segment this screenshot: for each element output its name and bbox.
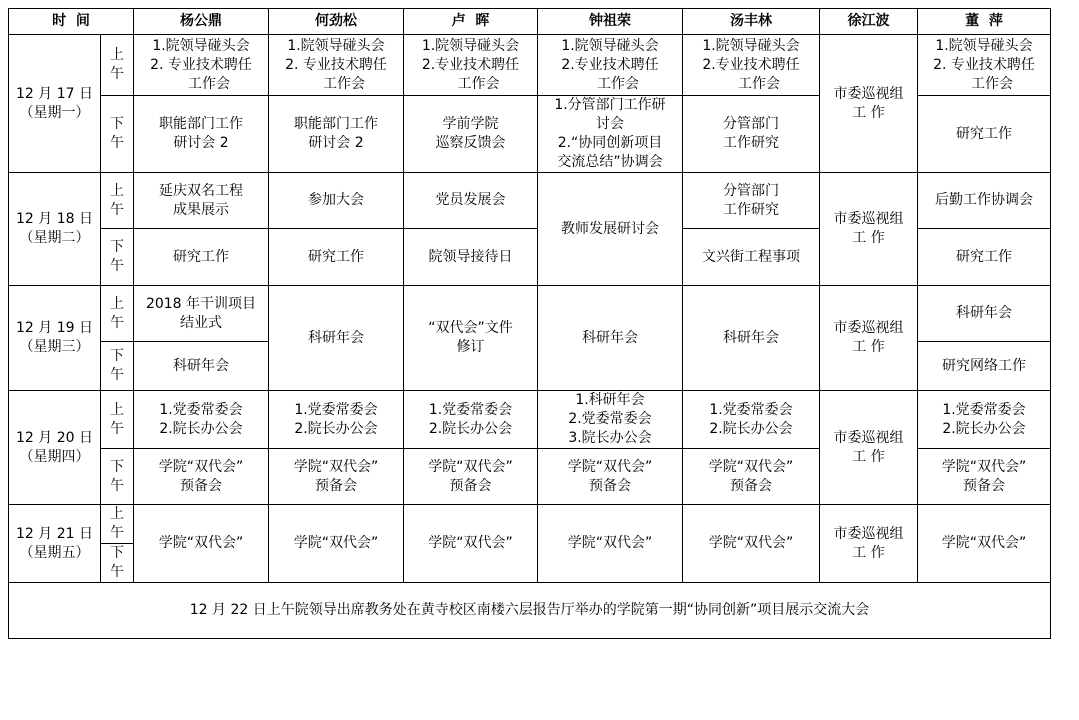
item-line: 工作会 (738, 75, 780, 92)
date-cell (9, 391, 101, 505)
item-line: 2.院长办公会 (428, 420, 513, 437)
cell-dong-day1-pm (918, 96, 1051, 173)
item-line: 学院“双代会” (708, 458, 794, 475)
item-line: 2. 专业技术聘任 (933, 56, 1035, 73)
half-am (101, 505, 134, 544)
item-line: 研讨会 2 (173, 135, 229, 151)
item-line: 分管部门 (723, 116, 779, 132)
cell-he-day3 (269, 286, 404, 391)
date-text: 12 月 19 日 (16, 320, 93, 336)
cell-yang-day4-pm (134, 449, 269, 505)
date-text: 12 月 18 日 (16, 211, 93, 227)
item-line: 工 作 (852, 230, 885, 246)
cell-tang-day2-pm (683, 229, 820, 286)
half-char: 上 (110, 506, 124, 522)
row-footer (9, 583, 1051, 639)
item-line: 成果展示 (173, 201, 229, 218)
half-pm (101, 96, 134, 173)
weekday-text: （星期二） (19, 230, 90, 246)
cell-he-day1-am (269, 35, 404, 96)
item-line: 工作会 (971, 75, 1013, 92)
date-cell (9, 35, 101, 173)
half-char: 午 (110, 258, 124, 274)
cell-yang-day2-am (134, 173, 269, 229)
cell-tang-day4-pm (683, 449, 820, 505)
item-line: 2.院长办公会 (294, 420, 378, 437)
row-day2-am (9, 173, 1051, 229)
item-line: 2. 专业技术聘任 (150, 56, 252, 73)
item-line: 科研年会 (582, 329, 638, 346)
item-line: 2.院长办公会 (709, 420, 793, 437)
header-person: 汤丰林 (683, 9, 820, 35)
item-line: 文兴街工程事项 (702, 248, 800, 265)
cell-dong-day2-am (918, 173, 1051, 229)
item-line: 市委巡视组 (833, 85, 904, 102)
cell-yang-day5 (134, 505, 269, 583)
item-line: 研究工作 (956, 125, 1012, 142)
item-line: 交流总结”协调会 (557, 154, 663, 170)
half-am (101, 286, 134, 342)
weekday-text: （星期一） (19, 104, 90, 121)
date-text: 12 月 17 日 (16, 85, 93, 102)
item-line: 1.党委常委会 (942, 401, 1026, 418)
cell-he-day2-pm (269, 229, 404, 286)
item-line: 市委巡视组 (833, 429, 904, 446)
cell-yang-day1-am (134, 35, 269, 96)
item-line: 后勤工作协调会 (935, 192, 1033, 208)
half-char: 午 (110, 525, 124, 541)
item-line: 1.院领导碰头会 (702, 37, 800, 54)
item-line: 2. 专业技术聘任 (285, 56, 387, 73)
cell-zhong-day4-pm (538, 449, 683, 505)
header-person: 卢 晖 (404, 9, 538, 35)
half-char: 午 (110, 66, 124, 82)
item-line: 1.党委常委会 (709, 401, 793, 418)
item-line: 学院“双代会” (941, 535, 1027, 551)
item-line: 市委巡视组 (833, 525, 904, 542)
header-person: 徐江波 (820, 9, 918, 35)
weekday-text: （星期三） (19, 339, 90, 355)
half-char: 午 (110, 201, 124, 218)
item-line: 工 作 (852, 448, 885, 465)
item-line: 工 作 (852, 339, 885, 355)
cell-lu-day1-am (404, 35, 538, 96)
half-pm (101, 449, 134, 505)
item-line: 学院“双代会” (293, 458, 379, 475)
item-line: 工作会 (457, 75, 500, 92)
cell-xu-day2 (820, 173, 918, 286)
item-line: 党员发展会 (435, 192, 506, 208)
item-line: 学院“双代会” (708, 535, 794, 551)
item-line: 预备会 (315, 477, 357, 494)
item-line: 学院“双代会” (293, 535, 379, 551)
cell-lu-day1-pm (404, 96, 538, 173)
cell-tang-day4-am (683, 391, 820, 449)
cell-lu-day4-am (404, 391, 538, 449)
item-line: 科研年会 (173, 357, 229, 374)
item-line: 预备会 (180, 477, 222, 494)
date-cell (9, 505, 101, 583)
half-char: 上 (110, 182, 124, 199)
item-line: 1.党委常委会 (159, 401, 243, 418)
item-line: 修订 (456, 339, 485, 355)
item-line: 研究工作 (956, 248, 1012, 265)
half-char: 上 (110, 401, 124, 418)
item-line: 巡察反馈会 (435, 135, 506, 151)
item-line: 2.院长办公会 (159, 420, 243, 437)
cell-lu-day4-pm (404, 449, 538, 505)
header-person: 董 萍 (918, 9, 1051, 35)
cell-tang-day5 (683, 505, 820, 583)
cell-dong-day4-am (918, 391, 1051, 449)
item-line: 工 作 (852, 544, 885, 561)
cell-he-day2-am (269, 173, 404, 229)
item-line: 科研年会 (308, 329, 364, 346)
cell-zhong-day5 (538, 505, 683, 583)
cell-yang-day4-am (134, 391, 269, 449)
item-line: 2.专业技术聘任 (421, 56, 520, 73)
header-person: 何劲松 (269, 9, 404, 35)
cell-xu-day1 (820, 35, 918, 173)
cell-lu-day3 (404, 286, 538, 391)
item-line: 1.院领导碰头会 (287, 37, 385, 54)
schedule-table (8, 8, 1051, 639)
item-line: 教师发展研讨会 (561, 220, 659, 237)
item-line: 工作研究 (723, 201, 779, 218)
item-line: 职能部门工作 (159, 116, 243, 132)
item-line: 市委巡视组 (833, 320, 904, 336)
half-pm (101, 544, 134, 583)
item-line: 研究工作 (173, 248, 229, 265)
cell-dong-day3-am (918, 286, 1051, 342)
item-line: 工作会 (323, 75, 365, 92)
footer-note: 12 月 22 日上午院领导出席教务处在黄寺校区南楼六层报告厅举办的学院第一期“协同创新”项目展示交流大会 (9, 583, 1051, 639)
item-line: 参加大会 (308, 192, 364, 208)
item-line: 研究网络工作 (942, 357, 1026, 374)
item-line: 1.科研年会 (575, 392, 645, 408)
item-line: 学院“双代会” (428, 535, 513, 551)
item-line: 科研年会 (723, 329, 779, 346)
cell-dong-day3-pm (918, 342, 1051, 391)
item-line: 预备会 (730, 477, 772, 494)
item-line: “双代会”文件 (428, 320, 513, 336)
date-text: 12 月 21 日 (16, 525, 93, 542)
item-line: 2018 年干训项目 (145, 295, 257, 312)
cell-zhong-day1-am (538, 35, 683, 96)
half-char: 午 (110, 564, 124, 580)
half-char: 午 (110, 477, 124, 494)
half-char: 午 (110, 135, 124, 151)
item-line: 预备会 (589, 477, 631, 494)
item-line: 学前学院 (442, 116, 499, 132)
header-person: 杨公鼎 (134, 9, 269, 35)
item-line: 学院“双代会” (428, 458, 513, 475)
item-line: 院领导接待日 (428, 248, 513, 265)
item-line: 1.院领导碰头会 (421, 37, 520, 54)
cell-he-day5 (269, 505, 404, 583)
cell-xu-day3 (820, 286, 918, 391)
item-line: 结业式 (180, 314, 222, 331)
item-line: 预备会 (449, 477, 492, 494)
row-day4-am (9, 391, 1051, 449)
item-line: 分管部门 (723, 182, 779, 199)
cell-xu-day4 (820, 391, 918, 505)
item-line: 预备会 (963, 477, 1005, 494)
row-day1-am (9, 35, 1051, 96)
half-pm (101, 342, 134, 391)
half-char: 下 (110, 239, 124, 255)
item-line: 职能部门工作 (294, 116, 378, 132)
half-char: 下 (110, 348, 124, 364)
cell-yang-day3-am (134, 286, 269, 342)
item-line: 1.党委常委会 (428, 401, 513, 418)
cell-dong-day4-pm (918, 449, 1051, 505)
row-day5-am (9, 505, 1051, 544)
item-line: 3.院长办公会 (568, 430, 652, 446)
cell-dong-day5 (918, 505, 1051, 583)
cell-lu-day5 (404, 505, 538, 583)
cell-dong-day2-pm (918, 229, 1051, 286)
cell-yang-day2-pm (134, 229, 269, 286)
cell-yang-day3-pm (134, 342, 269, 391)
half-char: 午 (110, 420, 124, 437)
item-line: 2.党委常委会 (568, 411, 652, 427)
item-line: 学院“双代会” (941, 458, 1027, 475)
item-line: 讨会 (596, 116, 624, 132)
row-day3-am (9, 286, 1051, 342)
item-line: 延庆双名工程 (159, 182, 243, 199)
item-line: 市委巡视组 (833, 211, 904, 227)
header-time: 时 间 (9, 9, 134, 35)
item-line: 学院“双代会” (567, 535, 653, 551)
item-line: 1.院领导碰头会 (935, 37, 1033, 54)
half-pm (101, 229, 134, 286)
half-am (101, 173, 134, 229)
cell-zhong-day4-am (538, 391, 683, 449)
item-line: 2.专业技术聘任 (561, 56, 659, 73)
item-line: 1.院领导碰头会 (152, 37, 250, 54)
cell-zhong-day3 (538, 286, 683, 391)
header-row (9, 9, 1051, 35)
cell-tang-day1-pm (683, 96, 820, 173)
cell-he-day4-am (269, 391, 404, 449)
date-text: 12 月 20 日 (16, 429, 93, 446)
item-line: 2.院长办公会 (942, 420, 1026, 437)
date-cell (9, 286, 101, 391)
cell-tang-day1-am (683, 35, 820, 96)
item-line: 2.“协同创新项目 (557, 135, 663, 151)
cell-dong-day1-am (918, 35, 1051, 96)
header-person: 钟祖荣 (538, 9, 683, 35)
item-line: 工 作 (852, 104, 885, 121)
half-char: 午 (110, 367, 124, 383)
item-line: 工作会 (188, 75, 230, 92)
item-line: 工作会 (597, 75, 639, 92)
half-char: 上 (110, 295, 124, 312)
cell-zhong-day2 (538, 173, 683, 286)
item-line: 学院“双代会” (158, 535, 244, 551)
half-am (101, 391, 134, 449)
item-line: 1.分管部门工作研 (554, 97, 666, 113)
half-char: 下 (110, 545, 124, 561)
item-line: 学院“双代会” (158, 458, 244, 475)
item-line: 科研年会 (956, 305, 1012, 321)
item-line: 1.院领导碰头会 (561, 37, 659, 54)
half-char: 下 (110, 116, 124, 132)
half-char: 午 (110, 314, 124, 331)
cell-yang-day1-pm (134, 96, 269, 173)
cell-he-day4-pm (269, 449, 404, 505)
cell-lu-day2-am (404, 173, 538, 229)
cell-xu-day5 (820, 505, 918, 583)
item-line: 研究工作 (308, 248, 364, 265)
item-line: 1.党委常委会 (294, 401, 378, 418)
item-line: 2.专业技术聘任 (702, 56, 800, 73)
weekday-text: （星期五） (19, 544, 90, 561)
item-line: 工作研究 (723, 135, 779, 151)
item-line: 研讨会 2 (308, 135, 364, 151)
cell-zhong-day1-pm (538, 96, 683, 173)
weekday-text: （星期四） (19, 448, 90, 465)
half-am (101, 35, 134, 96)
date-cell (9, 173, 101, 286)
cell-tang-day2-am (683, 173, 820, 229)
item-line: 学院“双代会” (567, 458, 653, 475)
cell-he-day1-pm (269, 96, 404, 173)
half-char: 下 (110, 458, 124, 475)
cell-lu-day2-pm (404, 229, 538, 286)
half-char: 上 (110, 47, 124, 63)
cell-tang-day3 (683, 286, 820, 391)
